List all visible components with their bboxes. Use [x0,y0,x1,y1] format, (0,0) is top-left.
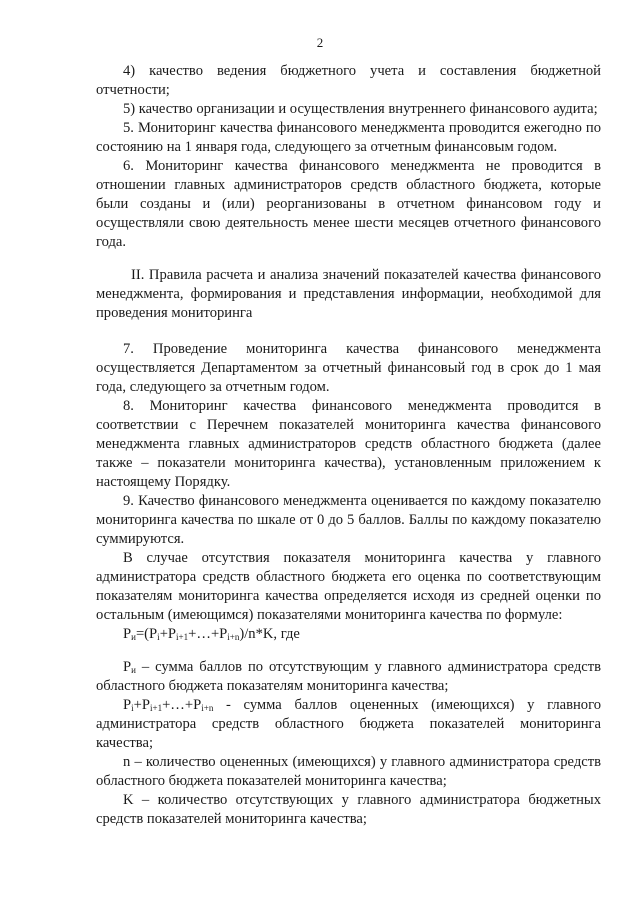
paragraph-8: 8. Мониторинг качества финансового менеджмента проводится в соответствии с Перечнем показателей мониторинга качества финансового менеджмента главных администраторов средств областного бюджета (далее также – показатели мониторинга качества), установленным приложением к настоящему Порядку. [96,398,601,490]
formula: $P_и=(P_i+P_{i+1}+\dots+P_{i+n})/n*K$, где [123,626,300,642]
definition-sum: $P_i+P_{i+1}+\dots+P_{i+n}$ - сумма баллов оцененных (имеющихся) у главного администратора средств областного бюджета показателей мониторинга качества; [96,697,601,751]
paragraph-item-5: 5) качество организации и осуществления внутреннего финансового аудита; [123,101,598,117]
definition-k: K – количество отсутствующих у главного администратора бюджетных средств показателей мониторинга качества; [96,792,601,827]
paragraph-item-4: 4) качество ведения бюджетного учета и составления бюджетной отчетности; [96,63,601,98]
definition-n: n – количество оцененных (имеющихся) у главного администратора средств областного бюджета показателей мониторинга качества; [96,754,601,789]
document-body [96,62,601,829]
paragraph-9-absence: В случае отсутствия показателя мониторинга качества у главного администратора средств областного бюджета его оценка по соответствующим показателям мониторинга качества определяется исходя из средней оценки по остальным (имеющимся) показателями мониторинга качества по формуле: [96,550,601,623]
section-heading: II. Правила расчета и анализа значений показателей качества финансового менеджмента, формирования и представления информации, необходимой для проведения мониторинга [96,267,601,321]
definition-pi: $P_и$ – сумма баллов по отсутствующим у главного администратора средств областного бюджета показателям мониторинга качества; [96,659,601,694]
paragraph-5: 5. Мониторинг качества финансового менеджмента проводится ежегодно по состоянию на 1 января года, следующего за отчетным финансовым годом. [96,120,601,155]
paragraph-7: 7. Проведение мониторинга качества финансового менеджмента осуществляется Департаментом за отчетный финансовый год в срок до 1 мая года, следующего за отчетным годом. [96,341,601,395]
paragraph-6: 6. Мониторинг качества финансового менеджмента не проводится в отношении главных администраторов средств областного бюджета, которые были созданы и (или) реорганизованы в отчетном финансовом году и осуществляли свою деятельность менее шести месяцев отчетного финансового года. [96,158,601,250]
paragraph-9: 9. Качество финансового менеджмента оценивается по каждому показателю мониторинга качества по шкале от 0 до 5 баллов. Баллы по каждому показателю суммируются. [96,493,601,547]
page-number: 2 [316,35,324,50]
